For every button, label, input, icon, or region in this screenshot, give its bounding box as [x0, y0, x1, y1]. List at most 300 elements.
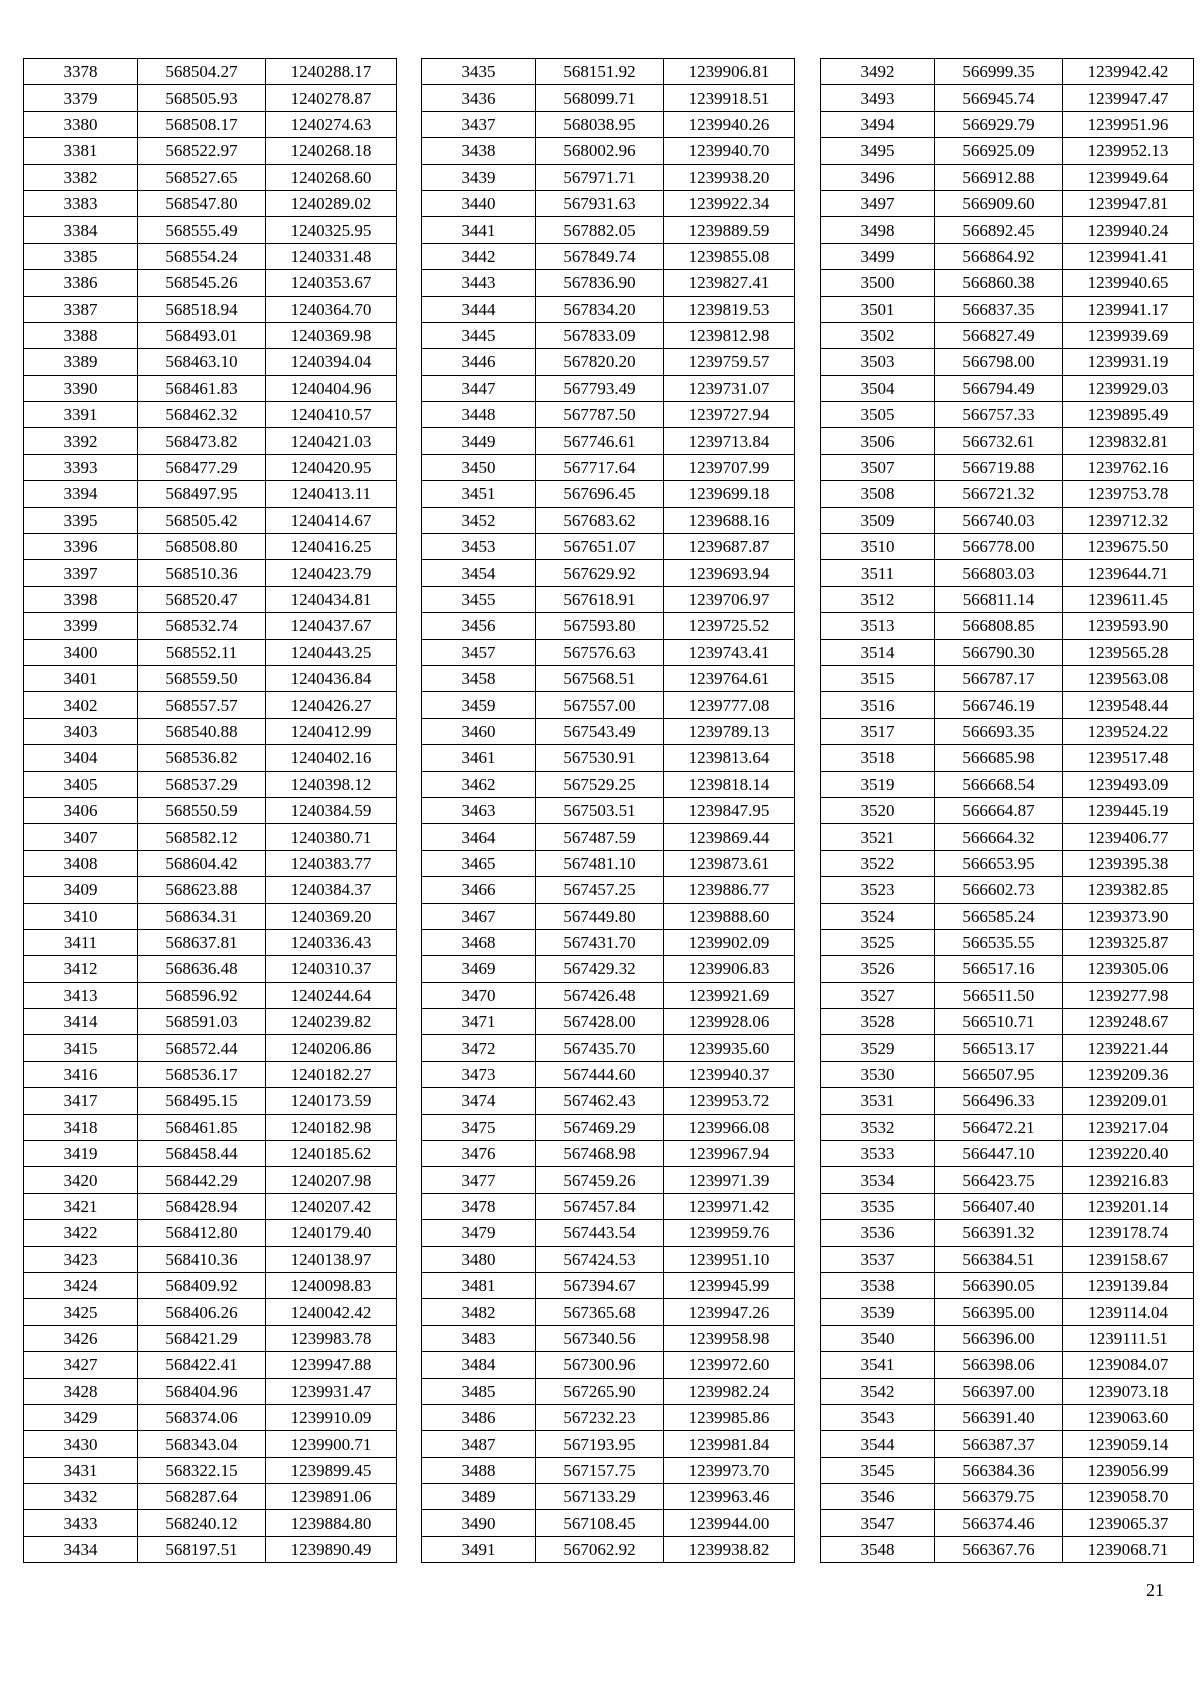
y-coordinate: 1239688.16 — [664, 507, 795, 533]
point-number: 3547 — [821, 1510, 935, 1536]
table-row — [24, 1246, 397, 1272]
point-number: 3525 — [821, 929, 935, 955]
table-row — [422, 1088, 795, 1114]
point-number: 3496 — [821, 164, 935, 190]
y-coordinate: 1239111.51 — [1063, 1325, 1194, 1351]
point-number: 3475 — [422, 1114, 536, 1140]
point-number: 3492 — [821, 59, 935, 85]
y-coordinate: 1239493.09 — [1063, 771, 1194, 797]
point-number: 3405 — [24, 771, 138, 797]
y-coordinate: 1240420.95 — [266, 454, 397, 480]
y-coordinate: 1240185.62 — [266, 1141, 397, 1167]
y-coordinate: 1239981.84 — [664, 1431, 795, 1457]
x-coordinate: 568504.27 — [138, 59, 266, 85]
y-coordinate: 1239731.07 — [664, 375, 795, 401]
x-coordinate: 568518.94 — [138, 296, 266, 322]
y-coordinate: 1239812.98 — [664, 322, 795, 348]
x-coordinate: 566384.51 — [935, 1246, 1063, 1272]
y-coordinate: 1239114.04 — [1063, 1299, 1194, 1325]
point-number: 3519 — [821, 771, 935, 797]
table-row — [24, 1510, 397, 1536]
point-number: 3517 — [821, 718, 935, 744]
x-coordinate: 566602.73 — [935, 877, 1063, 903]
x-coordinate: 567133.29 — [536, 1484, 664, 1510]
table-row — [422, 85, 795, 111]
y-coordinate: 1239945.99 — [664, 1272, 795, 1298]
x-coordinate: 568540.88 — [138, 718, 266, 744]
point-number: 3508 — [821, 481, 935, 507]
x-coordinate: 568374.06 — [138, 1404, 266, 1430]
x-coordinate: 568505.42 — [138, 507, 266, 533]
table-row — [422, 111, 795, 137]
y-coordinate: 1240380.71 — [266, 824, 397, 850]
table-row — [422, 586, 795, 612]
point-number: 3427 — [24, 1352, 138, 1378]
table-row — [821, 534, 1194, 560]
point-number: 3403 — [24, 718, 138, 744]
point-number: 3505 — [821, 402, 935, 428]
table-row — [821, 1431, 1194, 1457]
x-coordinate: 566407.40 — [935, 1193, 1063, 1219]
point-number: 3386 — [24, 270, 138, 296]
x-coordinate: 568557.57 — [138, 692, 266, 718]
point-number: 3397 — [24, 560, 138, 586]
point-number: 3408 — [24, 850, 138, 876]
table-row — [821, 270, 1194, 296]
y-coordinate: 1239827.41 — [664, 270, 795, 296]
table-row — [821, 1035, 1194, 1061]
point-number: 3539 — [821, 1299, 935, 1325]
x-coordinate: 568461.83 — [138, 375, 266, 401]
x-coordinate: 566510.71 — [935, 1009, 1063, 1035]
table-row — [24, 613, 397, 639]
point-number: 3379 — [24, 85, 138, 111]
y-coordinate: 1239764.61 — [664, 665, 795, 691]
point-number: 3410 — [24, 903, 138, 929]
y-coordinate: 1239944.00 — [664, 1510, 795, 1536]
point-number: 3470 — [422, 982, 536, 1008]
x-coordinate: 567971.71 — [536, 164, 664, 190]
x-coordinate: 566925.09 — [935, 138, 1063, 164]
table-row — [821, 877, 1194, 903]
point-number: 3522 — [821, 850, 935, 876]
point-number: 3487 — [422, 1431, 536, 1457]
x-coordinate: 568493.01 — [138, 322, 266, 348]
table-row — [422, 1220, 795, 1246]
y-coordinate: 1239869.44 — [664, 824, 795, 850]
point-number: 3444 — [422, 296, 536, 322]
table-row — [821, 1484, 1194, 1510]
x-coordinate: 567459.26 — [536, 1167, 664, 1193]
table-row — [24, 797, 397, 823]
y-coordinate: 1239947.81 — [1063, 190, 1194, 216]
table-row — [422, 692, 795, 718]
y-coordinate: 1239832.81 — [1063, 428, 1194, 454]
point-number: 3515 — [821, 665, 935, 691]
table-row — [821, 1246, 1194, 1272]
point-number: 3380 — [24, 111, 138, 137]
point-number: 3500 — [821, 270, 935, 296]
y-coordinate: 1239706.97 — [664, 586, 795, 612]
y-coordinate: 1239947.26 — [664, 1299, 795, 1325]
x-coordinate: 568527.65 — [138, 164, 266, 190]
point-number: 3499 — [821, 243, 935, 269]
point-number: 3538 — [821, 1272, 935, 1298]
point-number: 3382 — [24, 164, 138, 190]
x-coordinate: 567820.20 — [536, 349, 664, 375]
y-coordinate: 1239940.65 — [1063, 270, 1194, 296]
y-coordinate: 1240182.27 — [266, 1061, 397, 1087]
table-row — [422, 745, 795, 771]
table-row — [24, 1193, 397, 1219]
table-row — [422, 1484, 795, 1510]
table-row — [422, 1009, 795, 1035]
y-coordinate: 1239900.71 — [266, 1431, 397, 1457]
y-coordinate: 1239221.44 — [1063, 1035, 1194, 1061]
table-row — [24, 929, 397, 955]
y-coordinate: 1239058.70 — [1063, 1484, 1194, 1510]
x-coordinate: 566790.30 — [935, 639, 1063, 665]
point-number: 3421 — [24, 1193, 138, 1219]
x-coordinate: 567444.60 — [536, 1061, 664, 1087]
y-coordinate: 1239967.94 — [664, 1141, 795, 1167]
point-number: 3460 — [422, 718, 536, 744]
point-number: 3457 — [422, 639, 536, 665]
x-coordinate: 568522.97 — [138, 138, 266, 164]
y-coordinate: 1239951.10 — [664, 1246, 795, 1272]
table-row — [422, 138, 795, 164]
y-coordinate: 1239941.41 — [1063, 243, 1194, 269]
point-number: 3433 — [24, 1510, 138, 1536]
y-coordinate: 1239395.38 — [1063, 850, 1194, 876]
x-coordinate: 568002.96 — [536, 138, 664, 164]
x-coordinate: 566837.35 — [935, 296, 1063, 322]
y-coordinate: 1239059.14 — [1063, 1431, 1194, 1457]
y-coordinate: 1239445.19 — [1063, 797, 1194, 823]
y-coordinate: 1239158.67 — [1063, 1246, 1194, 1272]
point-number: 3516 — [821, 692, 935, 718]
point-number: 3395 — [24, 507, 138, 533]
point-number: 3392 — [24, 428, 138, 454]
point-number: 3476 — [422, 1141, 536, 1167]
x-coordinate: 567618.91 — [536, 586, 664, 612]
x-coordinate: 567543.49 — [536, 718, 664, 744]
table-row — [24, 534, 397, 560]
x-coordinate: 568461.85 — [138, 1114, 266, 1140]
point-number: 3540 — [821, 1325, 935, 1351]
x-coordinate: 568637.81 — [138, 929, 266, 955]
point-number: 3520 — [821, 797, 935, 823]
y-coordinate: 1239201.14 — [1063, 1193, 1194, 1219]
table-row — [422, 639, 795, 665]
table-row — [422, 534, 795, 560]
table-row — [24, 1220, 397, 1246]
x-coordinate: 567428.00 — [536, 1009, 664, 1035]
y-coordinate: 1239928.06 — [664, 1009, 795, 1035]
point-number: 3532 — [821, 1114, 935, 1140]
x-coordinate: 566912.88 — [935, 164, 1063, 190]
point-number: 3544 — [821, 1431, 935, 1457]
table-row — [821, 1141, 1194, 1167]
y-coordinate: 1239687.87 — [664, 534, 795, 560]
table-row — [821, 1193, 1194, 1219]
point-number: 3494 — [821, 111, 935, 137]
table-row — [422, 375, 795, 401]
y-coordinate: 1239947.47 — [1063, 85, 1194, 111]
point-number: 3423 — [24, 1246, 138, 1272]
table-row — [24, 1061, 397, 1087]
x-coordinate: 568477.29 — [138, 454, 266, 480]
point-number: 3497 — [821, 190, 935, 216]
point-number: 3507 — [821, 454, 935, 480]
point-number: 3536 — [821, 1220, 935, 1246]
table-row — [24, 718, 397, 744]
x-coordinate: 567193.95 — [536, 1431, 664, 1457]
y-coordinate: 1240268.18 — [266, 138, 397, 164]
x-coordinate: 568636.48 — [138, 956, 266, 982]
x-coordinate: 567426.48 — [536, 982, 664, 1008]
point-number: 3513 — [821, 613, 935, 639]
x-coordinate: 567931.63 — [536, 190, 664, 216]
point-number: 3482 — [422, 1299, 536, 1325]
y-coordinate: 1240042.42 — [266, 1299, 397, 1325]
table-row — [24, 1484, 397, 1510]
table-row — [24, 296, 397, 322]
x-coordinate: 566384.36 — [935, 1457, 1063, 1483]
table-row — [422, 1193, 795, 1219]
point-number: 3474 — [422, 1088, 536, 1114]
table-row — [821, 692, 1194, 718]
x-coordinate: 566517.16 — [935, 956, 1063, 982]
point-number: 3414 — [24, 1009, 138, 1035]
table-row — [24, 1404, 397, 1430]
point-number: 3537 — [821, 1246, 935, 1272]
y-coordinate: 1240398.12 — [266, 771, 397, 797]
point-number: 3471 — [422, 1009, 536, 1035]
x-coordinate: 567717.64 — [536, 454, 664, 480]
point-number: 3452 — [422, 507, 536, 533]
x-coordinate: 567424.53 — [536, 1246, 664, 1272]
point-number: 3437 — [422, 111, 536, 137]
y-coordinate: 1240278.87 — [266, 85, 397, 111]
y-coordinate: 1240402.16 — [266, 745, 397, 771]
point-number: 3521 — [821, 824, 935, 850]
x-coordinate: 568421.29 — [138, 1325, 266, 1351]
table-row — [821, 718, 1194, 744]
x-coordinate: 568322.15 — [138, 1457, 266, 1483]
table-row — [821, 322, 1194, 348]
table-row — [24, 1352, 397, 1378]
point-number: 3483 — [422, 1325, 536, 1351]
table-row — [821, 1009, 1194, 1035]
point-number: 3465 — [422, 850, 536, 876]
y-coordinate: 1239918.51 — [664, 85, 795, 111]
point-number: 3456 — [422, 613, 536, 639]
y-coordinate: 1240383.77 — [266, 850, 397, 876]
table-row — [422, 507, 795, 533]
y-coordinate: 1239818.14 — [664, 771, 795, 797]
table-row — [24, 903, 397, 929]
y-coordinate: 1239888.60 — [664, 903, 795, 929]
x-coordinate: 568410.36 — [138, 1246, 266, 1272]
y-coordinate: 1239216.83 — [1063, 1167, 1194, 1193]
y-coordinate: 1240434.81 — [266, 586, 397, 612]
point-number: 3477 — [422, 1167, 536, 1193]
table-row — [422, 190, 795, 216]
table-row — [821, 903, 1194, 929]
table-row — [422, 718, 795, 744]
y-coordinate: 1239777.08 — [664, 692, 795, 718]
x-coordinate: 568197.51 — [138, 1536, 266, 1562]
point-number: 3541 — [821, 1352, 935, 1378]
y-coordinate: 1239910.09 — [266, 1404, 397, 1430]
x-coordinate: 566945.74 — [935, 85, 1063, 111]
point-number: 3381 — [24, 138, 138, 164]
point-number: 3506 — [821, 428, 935, 454]
table-row — [24, 1167, 397, 1193]
y-coordinate: 1239305.06 — [1063, 956, 1194, 982]
y-coordinate: 1239373.90 — [1063, 903, 1194, 929]
y-coordinate: 1239217.04 — [1063, 1114, 1194, 1140]
x-coordinate: 568442.29 — [138, 1167, 266, 1193]
point-number: 3548 — [821, 1536, 935, 1562]
x-coordinate: 566379.75 — [935, 1484, 1063, 1510]
table-row — [821, 797, 1194, 823]
point-number: 3469 — [422, 956, 536, 982]
y-coordinate: 1240098.83 — [266, 1272, 397, 1298]
y-coordinate: 1239963.46 — [664, 1484, 795, 1510]
table-row — [422, 454, 795, 480]
table-row — [422, 850, 795, 876]
table-row — [422, 1299, 795, 1325]
point-number: 3498 — [821, 217, 935, 243]
table-row — [422, 481, 795, 507]
point-number: 3464 — [422, 824, 536, 850]
y-coordinate: 1239938.82 — [664, 1536, 795, 1562]
x-coordinate: 567793.49 — [536, 375, 664, 401]
table-row — [821, 1457, 1194, 1483]
x-coordinate: 568038.95 — [536, 111, 664, 137]
y-coordinate: 1240414.67 — [266, 507, 397, 533]
y-coordinate: 1239789.13 — [664, 718, 795, 744]
table-row — [24, 745, 397, 771]
point-number: 3449 — [422, 428, 536, 454]
point-number: 3401 — [24, 665, 138, 691]
y-coordinate: 1240289.02 — [266, 190, 397, 216]
point-number: 3466 — [422, 877, 536, 903]
point-number: 3434 — [24, 1536, 138, 1562]
table-row — [422, 296, 795, 322]
y-coordinate: 1240207.98 — [266, 1167, 397, 1193]
table-row — [821, 111, 1194, 137]
y-coordinate: 1240436.84 — [266, 665, 397, 691]
y-coordinate: 1239940.37 — [664, 1061, 795, 1087]
x-coordinate: 568412.80 — [138, 1220, 266, 1246]
x-coordinate: 568554.24 — [138, 243, 266, 269]
table-row — [422, 771, 795, 797]
x-coordinate: 567557.00 — [536, 692, 664, 718]
y-coordinate: 1239693.94 — [664, 560, 795, 586]
y-coordinate: 1239563.08 — [1063, 665, 1194, 691]
x-coordinate: 566391.32 — [935, 1220, 1063, 1246]
x-coordinate: 568510.36 — [138, 560, 266, 586]
y-coordinate: 1240182.98 — [266, 1114, 397, 1140]
x-coordinate: 566892.45 — [935, 217, 1063, 243]
point-number: 3545 — [821, 1457, 935, 1483]
x-coordinate: 568520.47 — [138, 586, 266, 612]
point-number: 3387 — [24, 296, 138, 322]
x-coordinate: 568151.92 — [536, 59, 664, 85]
table-row — [821, 560, 1194, 586]
point-number: 3390 — [24, 375, 138, 401]
y-coordinate: 1239938.20 — [664, 164, 795, 190]
y-coordinate: 1239902.09 — [664, 929, 795, 955]
point-number: 3451 — [422, 481, 536, 507]
x-coordinate: 567457.84 — [536, 1193, 664, 1219]
x-coordinate: 567435.70 — [536, 1035, 664, 1061]
table-row — [821, 1378, 1194, 1404]
table-row — [24, 270, 397, 296]
table-row — [821, 639, 1194, 665]
table-row — [422, 1035, 795, 1061]
y-coordinate: 1239406.77 — [1063, 824, 1194, 850]
y-coordinate: 1239847.95 — [664, 797, 795, 823]
x-coordinate: 567833.09 — [536, 322, 664, 348]
point-number: 3418 — [24, 1114, 138, 1140]
table-row — [422, 59, 795, 85]
point-number: 3526 — [821, 956, 935, 982]
y-coordinate: 1239906.81 — [664, 59, 795, 85]
x-coordinate: 567365.68 — [536, 1299, 664, 1325]
point-number: 3415 — [24, 1035, 138, 1061]
x-coordinate: 568552.11 — [138, 639, 266, 665]
table-row — [24, 217, 397, 243]
x-coordinate: 568634.31 — [138, 903, 266, 929]
point-number: 3510 — [821, 534, 935, 560]
x-coordinate: 568287.64 — [138, 1484, 266, 1510]
table-row — [422, 1141, 795, 1167]
x-coordinate: 567503.51 — [536, 797, 664, 823]
y-coordinate: 1239935.60 — [664, 1035, 795, 1061]
table-row — [422, 1167, 795, 1193]
table-row — [24, 243, 397, 269]
table-row — [422, 1246, 795, 1272]
x-coordinate: 566827.49 — [935, 322, 1063, 348]
y-coordinate: 1240353.67 — [266, 270, 397, 296]
x-coordinate: 568240.12 — [138, 1510, 266, 1536]
point-number: 3462 — [422, 771, 536, 797]
y-coordinate: 1239886.77 — [664, 877, 795, 903]
table-row — [24, 190, 397, 216]
x-coordinate: 566507.95 — [935, 1061, 1063, 1087]
table-row — [422, 1114, 795, 1140]
y-coordinate: 1240274.63 — [266, 111, 397, 137]
x-coordinate: 567062.92 — [536, 1536, 664, 1562]
y-coordinate: 1240239.82 — [266, 1009, 397, 1035]
table-row — [24, 771, 397, 797]
point-number: 3399 — [24, 613, 138, 639]
x-coordinate: 568537.29 — [138, 771, 266, 797]
x-coordinate: 567481.10 — [536, 850, 664, 876]
x-coordinate: 567300.96 — [536, 1352, 664, 1378]
y-coordinate: 1240394.04 — [266, 349, 397, 375]
point-number: 3481 — [422, 1272, 536, 1298]
x-coordinate: 568591.03 — [138, 1009, 266, 1035]
y-coordinate: 1240437.67 — [266, 613, 397, 639]
y-coordinate: 1239958.98 — [664, 1325, 795, 1351]
point-number: 3430 — [24, 1431, 138, 1457]
table-row — [24, 481, 397, 507]
